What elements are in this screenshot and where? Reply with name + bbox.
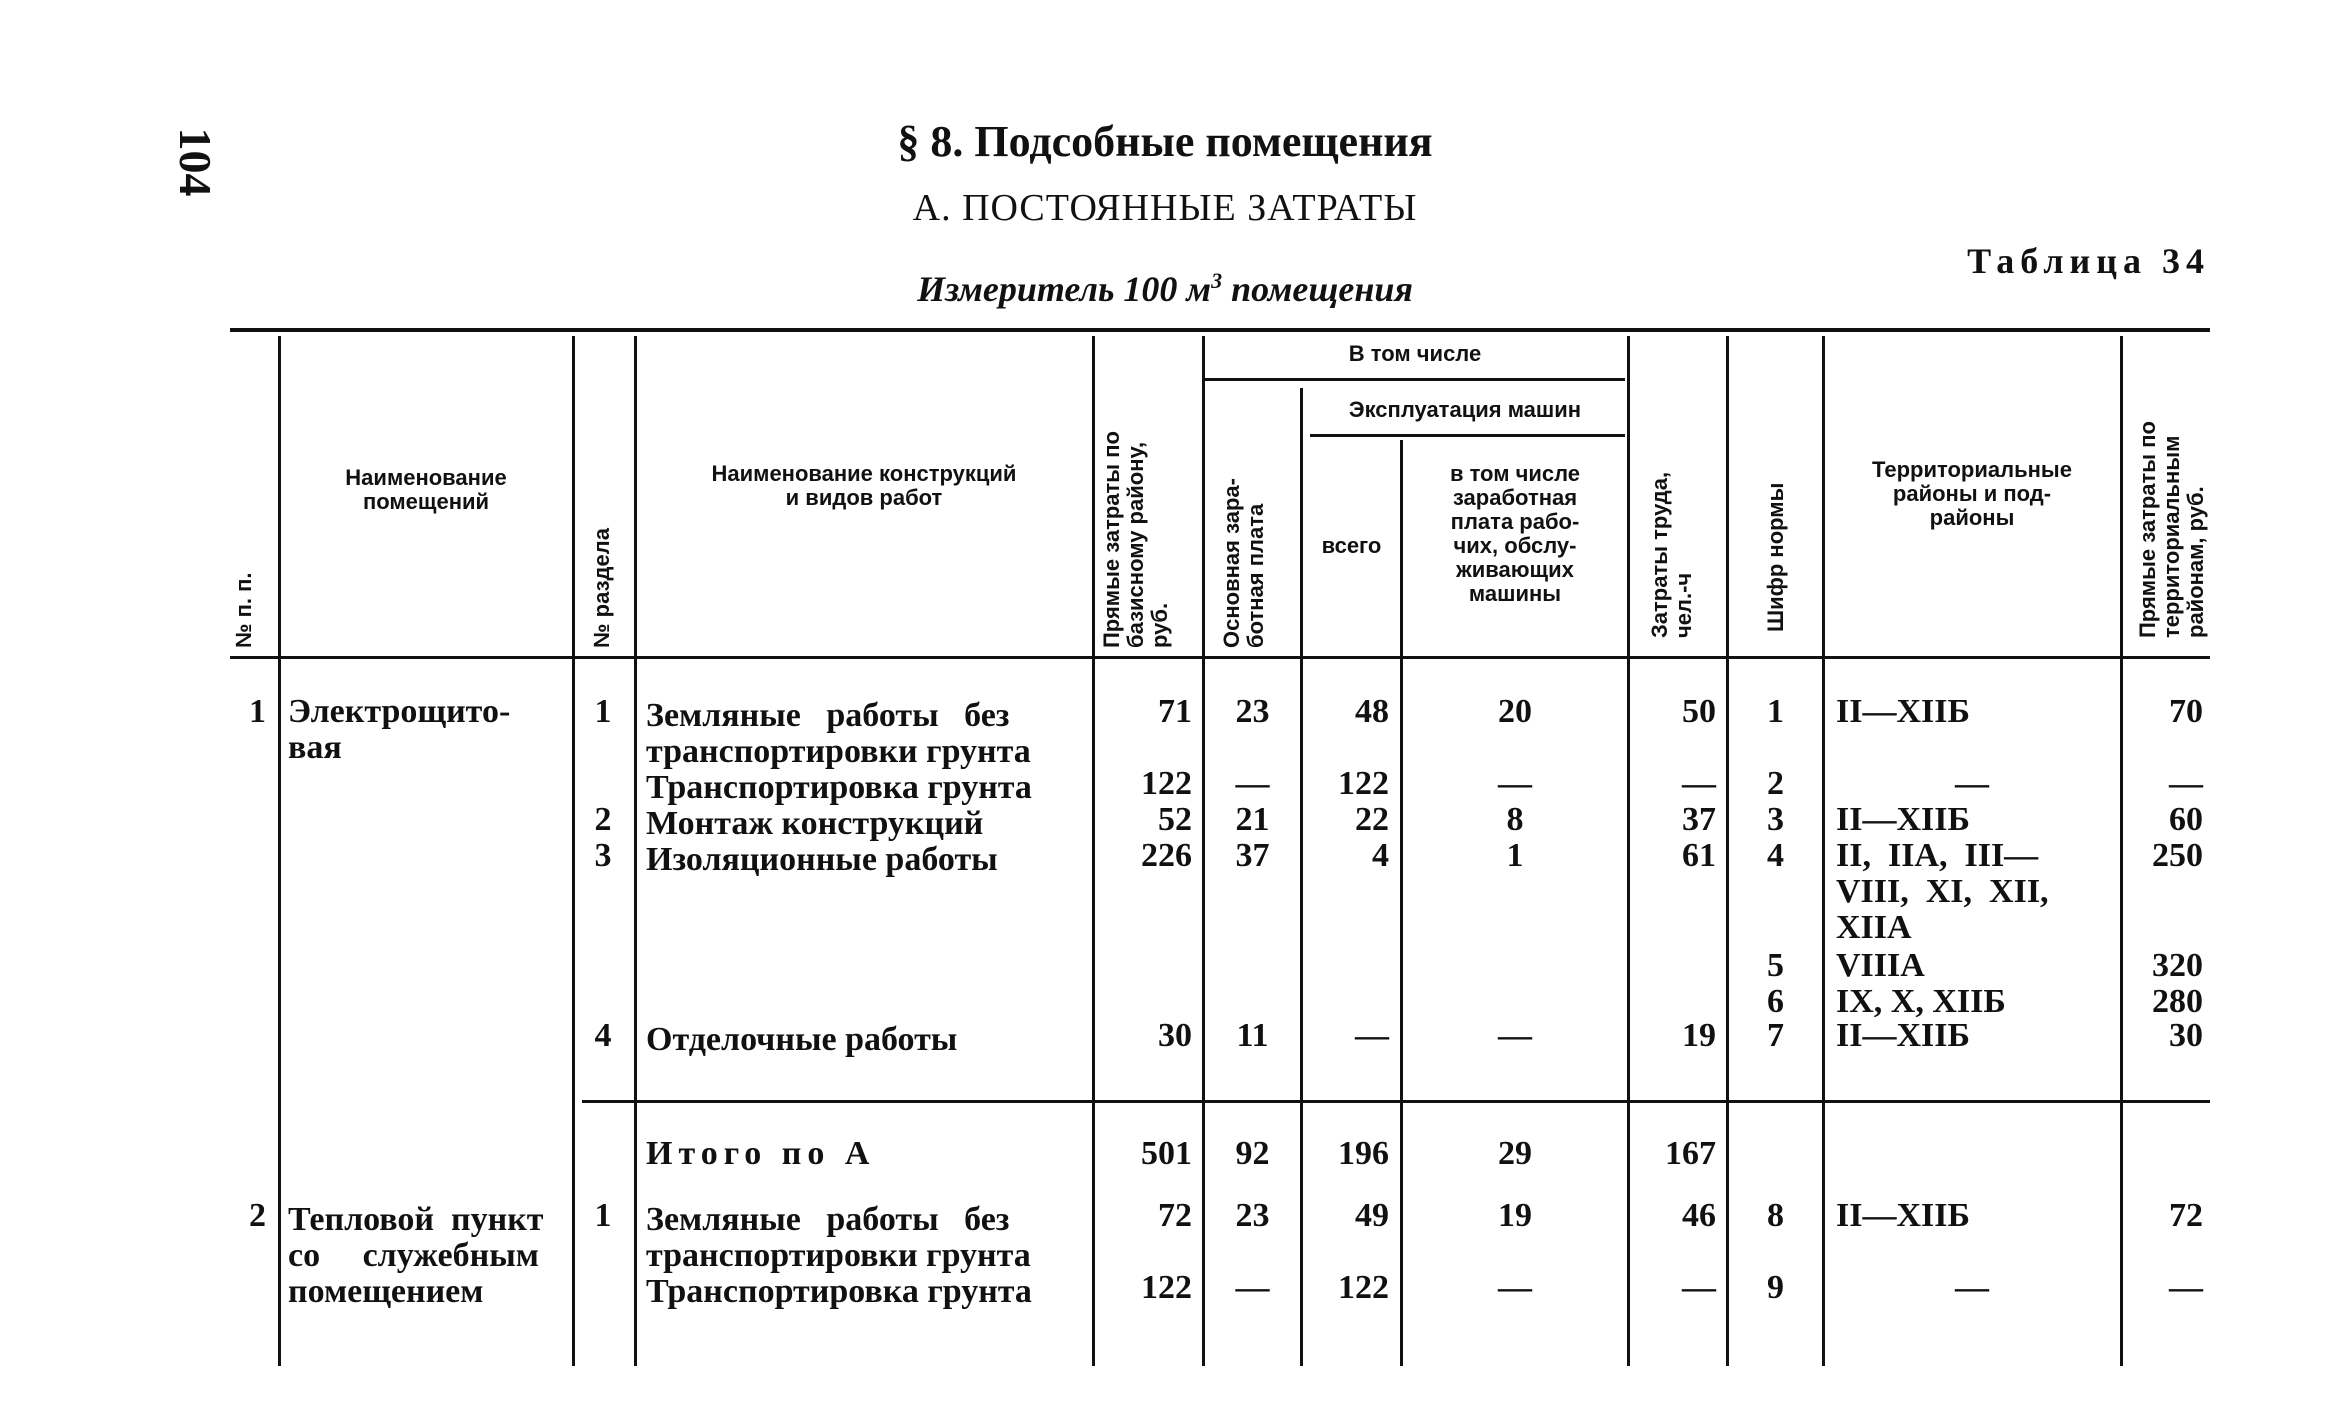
header-mwage [1404, 462, 1626, 606]
row-8-mwage: 29 [1498, 1135, 1532, 1172]
row-7-direct: 30 [1158, 1017, 1192, 1054]
measure-sup: 3 [1211, 268, 1223, 293]
row-10-code: 9 [1767, 1269, 1784, 1306]
row-1-work [646, 698, 1031, 770]
row-9-mwage: 19 [1498, 1197, 1532, 1234]
header-mwage-l3: плата рабо- [1450, 509, 1580, 534]
row-8-wage: 92 [1235, 1135, 1270, 1172]
row-4-section: 3 [594, 837, 612, 874]
header-mwage-l6: машины [1468, 581, 1562, 606]
col-line-2 [572, 336, 575, 1366]
row-10-labor: — [1682, 1269, 1716, 1306]
data-table [230, 328, 2210, 1368]
header-direct-l1: Прямые затраты по [1099, 431, 1124, 648]
row-4-terr-l3: XIIА [1836, 909, 1912, 946]
header-section: № раздела [589, 528, 614, 648]
row-3-mwage: 8 [1506, 801, 1524, 838]
row-4-tdirect: 250 [2152, 837, 2203, 874]
row-3-direct: 52 [1158, 801, 1192, 838]
row-4-work: Изоляционные работы [646, 841, 998, 878]
header-mwage-l4: чих, обслу- [1453, 533, 1577, 558]
measure-text: Измеритель 100 м [917, 269, 1212, 309]
row-3-tdirect: 60 [2169, 801, 2203, 838]
row-4-direct: 226 [1141, 837, 1192, 874]
row-4-terr [1836, 838, 2049, 946]
row-1-wage: 23 [1235, 693, 1270, 730]
col-line-1 [278, 336, 281, 1366]
header-labor-l2: чел.-ч [1671, 572, 1696, 638]
header-direct-l2: базисному району, [1123, 441, 1148, 648]
row-3-terr: II—XIIБ [1836, 801, 1970, 838]
header-work [638, 462, 1090, 510]
row-9-mtotal: 49 [1355, 1197, 1389, 1234]
row-1-room-l2: вая [288, 729, 342, 766]
row-8-direct: 501 [1141, 1135, 1192, 1172]
header-bottom-rule [230, 656, 2210, 659]
row-6-tdirect: 280 [2152, 983, 2203, 1020]
header-room-l2: помещений [362, 489, 490, 514]
row-9-terr: II—XIIБ [1836, 1197, 1970, 1234]
row-1-work-l2: транспортировки грунта [646, 733, 1031, 770]
row-10-work: Транспортировка грунта [646, 1273, 1032, 1310]
top-rule [230, 328, 2210, 332]
row-1-work-l1: Земляные работы без [646, 697, 1010, 734]
section-title: § 8. Подсобные помещения [897, 117, 1433, 166]
header-labor-l1: Затраты труда, [1647, 471, 1672, 638]
col-line-10 [1822, 336, 1825, 1366]
subtotal-rule [582, 1100, 2210, 1103]
row-7-tdirect: 30 [2169, 1017, 2203, 1054]
row-6-code: 6 [1767, 983, 1784, 1020]
row-1-mtotal: 48 [1355, 693, 1389, 730]
machines-rule [1310, 434, 1625, 437]
row-4-wage: 37 [1235, 837, 1270, 874]
row-10-wage: — [1235, 1269, 1270, 1306]
row-1-tdirect: 70 [2169, 693, 2203, 730]
row-2-labor: — [1682, 765, 1716, 802]
section-subtitle: А. ПОСТОЯННЫЕ ЗАТРАТЫ [912, 187, 1418, 229]
row-9-room-l1: Тепловой пункт [288, 1201, 544, 1238]
row-2-code: 2 [1767, 765, 1784, 802]
table-label: Таблица 34 [1967, 241, 2210, 281]
row-7-mwage: — [1498, 1017, 1532, 1054]
row-1-room [288, 694, 510, 766]
header-total: всего [1321, 533, 1382, 558]
col-line-4 [1092, 336, 1095, 1366]
row-9-room-l2: со служебным [288, 1237, 539, 1274]
header-mwage-l2: заработная [1452, 485, 1578, 510]
row-3-mtotal: 22 [1355, 801, 1389, 838]
row-9-num: 2 [249, 1197, 266, 1234]
row-5-code: 5 [1767, 947, 1784, 984]
header-room-l1: Наименование [345, 465, 507, 490]
row-5-tdirect: 320 [2152, 947, 2203, 984]
row-3-wage: 21 [1235, 801, 1270, 838]
incl-rule [1205, 378, 1625, 381]
header-direct [1100, 431, 1172, 648]
header-terr-l1: Территориальные [1872, 457, 2072, 482]
measure-caption [0, 268, 2330, 310]
row-9-work-l2: транспортировки грунта [646, 1237, 1031, 1274]
row-9-tdirect: 72 [2169, 1197, 2203, 1234]
row-9-room-l3: помещением [288, 1273, 484, 1310]
header-mwage-l5: живающих [1456, 557, 1574, 582]
row-2-work: Транспортировка грунта [646, 769, 1032, 806]
header-labor [1648, 472, 1696, 638]
measure-tail: помещения [1222, 269, 1413, 309]
row-9-room [288, 1202, 543, 1310]
row-10-mtotal: 122 [1338, 1269, 1389, 1306]
row-9-work [646, 1202, 1031, 1274]
header-room [282, 466, 570, 514]
col-line-3 [634, 336, 637, 1366]
row-4-terr-l1: II, IIА, III— [1836, 837, 2039, 874]
row-4-labor: 61 [1682, 837, 1716, 874]
header-tdirect-l2: территориальным [2159, 435, 2184, 638]
row-9-code: 8 [1767, 1197, 1784, 1234]
header-mwage-l1: в том числе [1449, 461, 1581, 486]
row-2-direct: 122 [1141, 765, 1192, 802]
row-1-room-l1: Электрощито- [288, 693, 511, 730]
header-terr [1826, 458, 2118, 530]
header-tdirect [2136, 421, 2208, 638]
header-direct-l3: руб. [1147, 602, 1172, 648]
row-7-mtotal: — [1355, 1017, 1389, 1054]
row-4-mtotal: 4 [1372, 837, 1389, 874]
row-9-direct: 72 [1158, 1197, 1192, 1234]
row-4-terr-l2: VIII, XI, XII, [1836, 873, 2049, 910]
header-tdirect-l3: районам, руб. [2183, 486, 2208, 638]
row-3-work: Монтаж конструкций [646, 805, 984, 842]
row-7-labor: 19 [1682, 1017, 1716, 1054]
row-7-work: Отделочные работы [646, 1021, 958, 1058]
row-10-terr: — [1955, 1269, 1989, 1306]
row-2-terr: — [1955, 765, 1989, 802]
row-4-mwage: 1 [1506, 837, 1524, 874]
row-10-direct: 122 [1141, 1269, 1192, 1306]
row-5-terr: VIIIА [1836, 947, 1925, 984]
row-2-mtotal: 122 [1338, 765, 1389, 802]
header-work-l1: Наименование конструкций [711, 461, 1017, 486]
row-7-code: 7 [1767, 1017, 1784, 1054]
header-num: № п. п. [231, 572, 256, 648]
header-code: Шифр нормы [1763, 482, 1788, 632]
row-1-mwage: 20 [1498, 693, 1532, 730]
row-2-wage: — [1235, 765, 1270, 802]
row-9-section: 1 [594, 1197, 612, 1234]
row-8-labor: 167 [1665, 1135, 1716, 1172]
row-3-code: 3 [1767, 801, 1784, 838]
row-2-tdirect: — [2169, 765, 2203, 802]
row-3-section: 2 [594, 801, 612, 838]
header-terr-l2: районы и под- [1892, 481, 2052, 506]
row-1-code: 1 [1767, 693, 1784, 730]
row-4-code: 4 [1767, 837, 1784, 874]
row-9-labor: 46 [1682, 1197, 1716, 1234]
header-machines: Эксплуатация машин [1348, 397, 1582, 422]
row-7-section: 4 [594, 1017, 612, 1054]
row-8-work: Итого по А [646, 1135, 876, 1172]
row-6-terr: IX, X, XIIБ [1836, 983, 2006, 1020]
header-incl: В том числе [1348, 341, 1482, 366]
row-1-terr: II—XIIБ [1836, 693, 1970, 730]
row-8-mtotal: 196 [1338, 1135, 1389, 1172]
row-10-tdirect: — [2169, 1269, 2203, 1306]
header-wage [1220, 478, 1268, 648]
row-7-wage: 11 [1236, 1017, 1269, 1054]
row-9-work-l1: Земляные работы без [646, 1201, 1010, 1238]
row-3-labor: 37 [1682, 801, 1716, 838]
row-10-mwage: — [1498, 1269, 1532, 1306]
row-1-direct: 71 [1158, 693, 1192, 730]
header-terr-l3: районы [1929, 505, 2015, 530]
row-2-mwage: — [1498, 765, 1532, 802]
header-wage-l1: Основная зара- [1219, 478, 1244, 648]
header-work-l2: и видов работ [785, 485, 943, 510]
page-number: 104 [170, 127, 221, 197]
header-wage-l2: ботная плата [1243, 503, 1268, 648]
row-7-terr: II—XIIБ [1836, 1017, 1970, 1054]
row-1-num: 1 [249, 693, 266, 730]
row-1-labor: 50 [1682, 693, 1716, 730]
row-9-wage: 23 [1235, 1197, 1270, 1234]
row-1-section: 1 [594, 693, 612, 730]
header-tdirect-l1: Прямые затраты по [2135, 421, 2160, 638]
